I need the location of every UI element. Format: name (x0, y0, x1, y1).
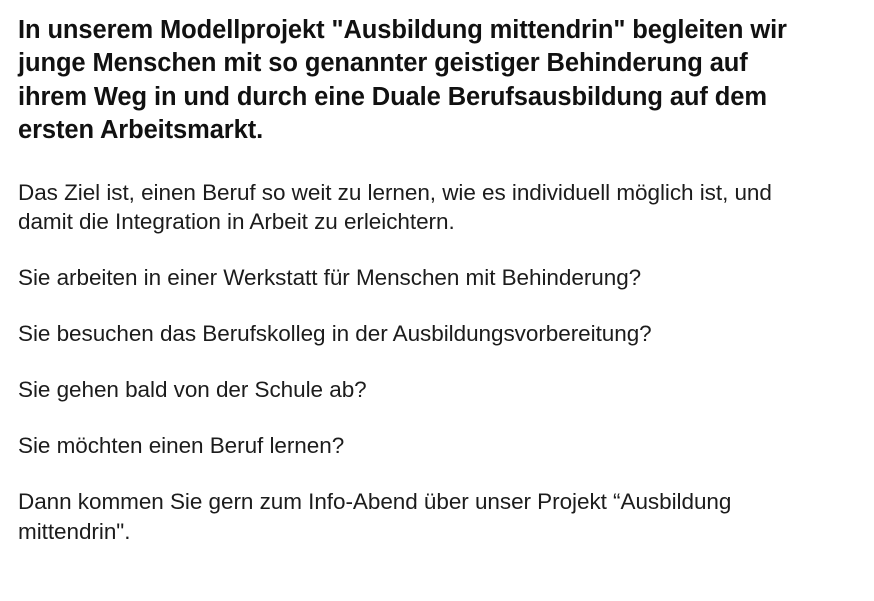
paragraph-question-school: Sie gehen bald von der Schule ab? (18, 377, 367, 403)
paragraph-goal: Das Ziel ist, einen Beruf so weit zu lernen, wie es individuell möglich ist, und damit die Integration in Arbeit zu erleichtern. (18, 179, 772, 235)
paragraph-question-workshop: Sie arbeiten in einer Werkstatt für Menschen mit Behinderung? (18, 265, 642, 291)
paragraph-question-learn-profession: Sie möchten einen Beruf lernen? (18, 433, 345, 459)
paragraph-question-berufskolleg: Sie besuchen das Berufskolleg in der Ausbildungsvorbereitung? (18, 321, 652, 347)
paragraph-invitation: Dann kommen Sie gern zum Info-Abend über unser Projekt “Ausbildung mittendrin". (18, 489, 732, 545)
lead-paragraph: In unserem Modellprojekt "Ausbildung mittendrin" begleiten wir junge Menschen mit so genannter geistiger Behinderung auf ihrem Weg in und durch eine Duale Berufsausbildung auf dem ersten Arbeitsmarkt. (18, 16, 787, 145)
